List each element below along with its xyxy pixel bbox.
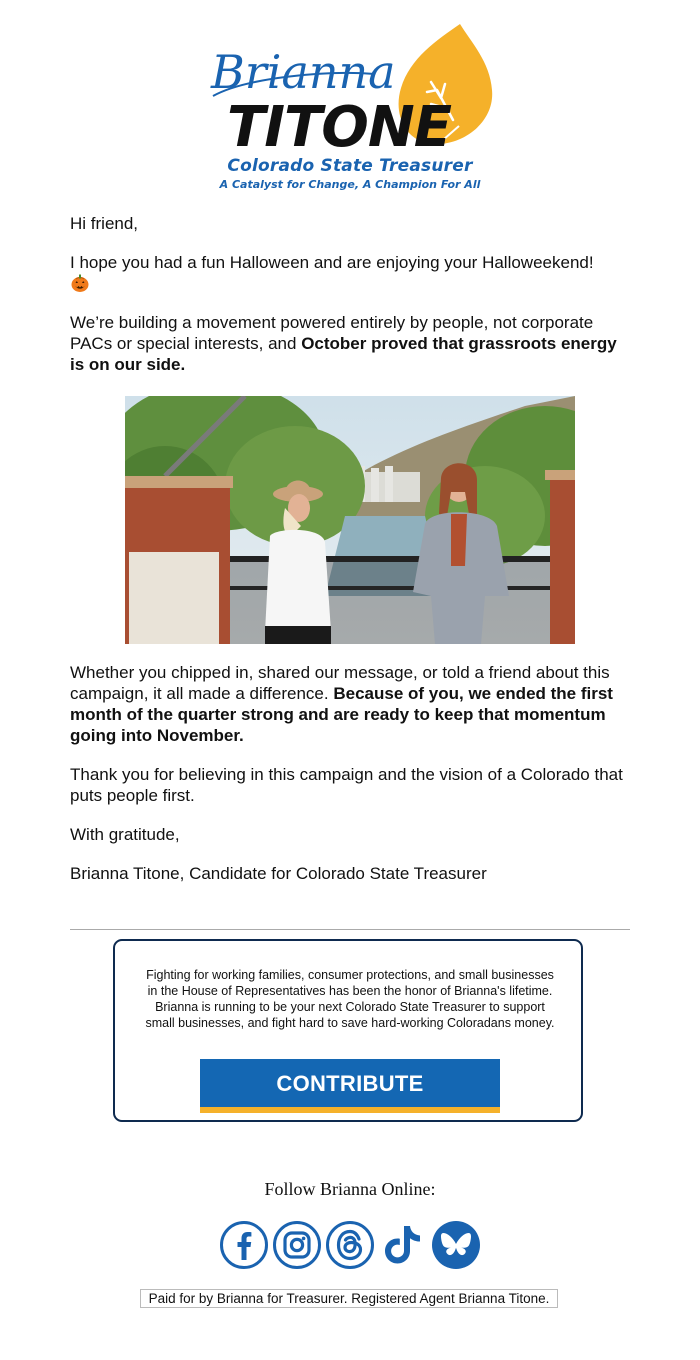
instagram-icon[interactable]	[272, 1220, 322, 1270]
signature: Brianna Titone, Candidate for Colorado State Treasurer	[70, 864, 487, 883]
greeting: Hi friend,	[70, 214, 139, 233]
email-body-top	[70, 213, 630, 393]
threads-icon[interactable]	[325, 1220, 375, 1270]
paragraph-movement	[70, 312, 630, 375]
divider	[70, 929, 630, 930]
contribute-button[interactable]: CONTRIBUTE	[200, 1059, 500, 1113]
email-body-bottom	[70, 662, 630, 902]
tiktok-icon[interactable]	[378, 1220, 428, 1270]
paragraph-halloween-text: I hope you had a fun Halloween and are enjoying your Halloweekend!	[70, 253, 594, 272]
paragraph-halloween	[70, 252, 630, 294]
paid-for-disclaimer: Paid for by Brianna for Treasurer. Registered Agent Brianna Titone.	[140, 1289, 558, 1308]
campaign-logo	[205, 18, 505, 200]
paragraph-thanks-support	[70, 662, 630, 746]
campaign-photo	[125, 396, 575, 644]
jack-o-lantern-icon	[70, 273, 90, 293]
paragraph-movement-text: We’re building a movement powered entirely by people, not corporate PACs or special interests, and	[70, 313, 594, 353]
follow-label: Follow Brianna Online:	[264, 1179, 436, 1199]
paragraph-thanks-support-bold: Because of you, we ended the first month of the quarter strong and are ready to keep that momentum going into November.	[70, 684, 613, 745]
facebook-icon[interactable]	[219, 1220, 269, 1270]
bluesky-icon[interactable]	[431, 1220, 481, 1270]
social-links	[219, 1220, 481, 1272]
logo-tagline: A Catalyst for Change, A Champion For All	[219, 178, 481, 191]
logo-surname: TITONE	[227, 95, 451, 158]
contribute-description: Fighting for working families, consumer protections, and small businesses in the House of Representatives has been the honor of Brianna's lifetime. Brianna is running to be your next Colorado State Treasurer to support small businesses, and fight hard to save hard-working Coloradans money.	[145, 968, 555, 1030]
aspen-leaf-icon	[205, 18, 505, 158]
closing: With gratitude,	[70, 825, 180, 844]
paragraph-thanks-support-text: Whether you chipped in, shared our message, or told a friend about this campaign, it all made a difference.	[70, 663, 610, 703]
logo-office: Colorado State Treasurer	[227, 156, 473, 176]
logo-script-name: Brianna	[211, 45, 396, 99]
paragraph-movement-bold: October proved that grassroots energy is on our side.	[70, 334, 617, 374]
paragraph-believing: Thank you for believing in this campaign and the vision of a Colorado that puts people first.	[70, 765, 623, 805]
contribute-box	[113, 939, 583, 1122]
